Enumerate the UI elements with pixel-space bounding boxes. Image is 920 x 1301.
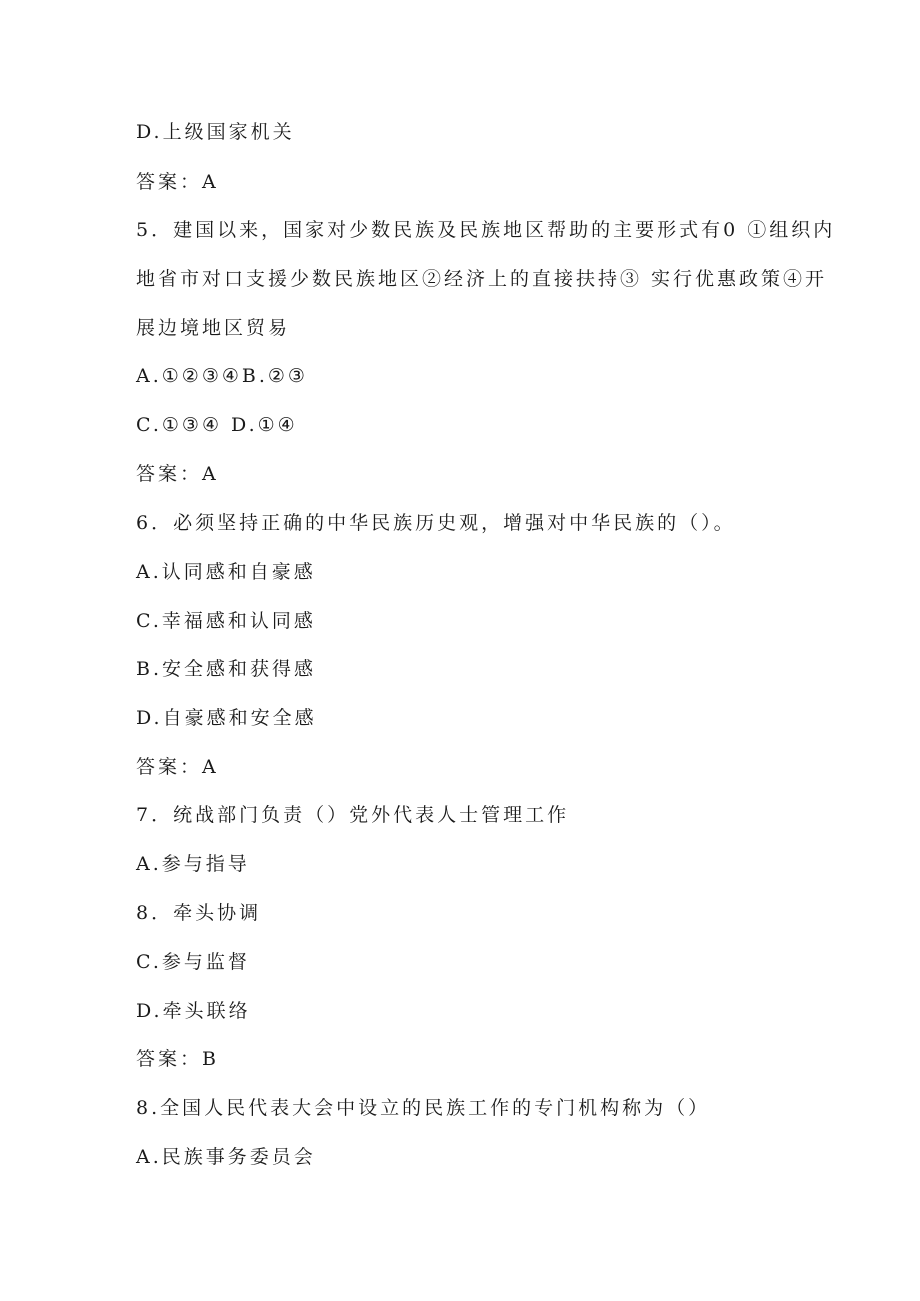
question-5-line-1: 5．建国以来，国家对少数民族及民族地区帮助的主要形式有0 ①组织内 — [136, 219, 836, 241]
options-ab-q5: A.①②③④B.②③ — [136, 365, 308, 387]
option-d-q7: D.牵头联络 — [136, 1000, 251, 1022]
question-5-line-3: 展边境地区贸易 — [136, 317, 291, 339]
option-a-q8: A.民族事务委员会 — [136, 1146, 316, 1168]
question-5-line-2: 地省市对口支援少数民族地区②经济上的直接扶持③ 实行优惠政策④开 — [136, 268, 828, 290]
question-7: 7．统战部门负责（）党外代表人士管理工作 — [136, 804, 570, 826]
option-c-q7: C.参与监督 — [136, 951, 250, 973]
question-8: 8.全国人民代表大会中设立的民族工作的专门机构称为（） — [136, 1097, 711, 1119]
answer-q7: 答案：B — [136, 1048, 219, 1070]
option-a-q7: A.参与指导 — [136, 853, 250, 875]
option-a-q6: A.认同感和自豪感 — [136, 561, 316, 583]
question-6: 6．必须坚持正确的中华民族历史观，增强对中华民族的（）。 — [136, 512, 736, 534]
option-b-q7: 8．牵头协调 — [136, 902, 262, 924]
option-b-q6: B.安全感和获得感 — [136, 658, 317, 680]
answer-q5: 答案：A — [136, 463, 219, 485]
option-c-q6: C.幸福感和认同感 — [136, 610, 316, 632]
answer-q4: 答案：A — [136, 171, 219, 193]
option-d-q4: D.上级国家机关 — [136, 121, 295, 143]
answer-q6: 答案：A — [136, 756, 219, 778]
options-cd-q5: C.①③④ D.①④ — [136, 414, 298, 436]
option-d-q6: D.自豪感和安全感 — [136, 707, 317, 729]
